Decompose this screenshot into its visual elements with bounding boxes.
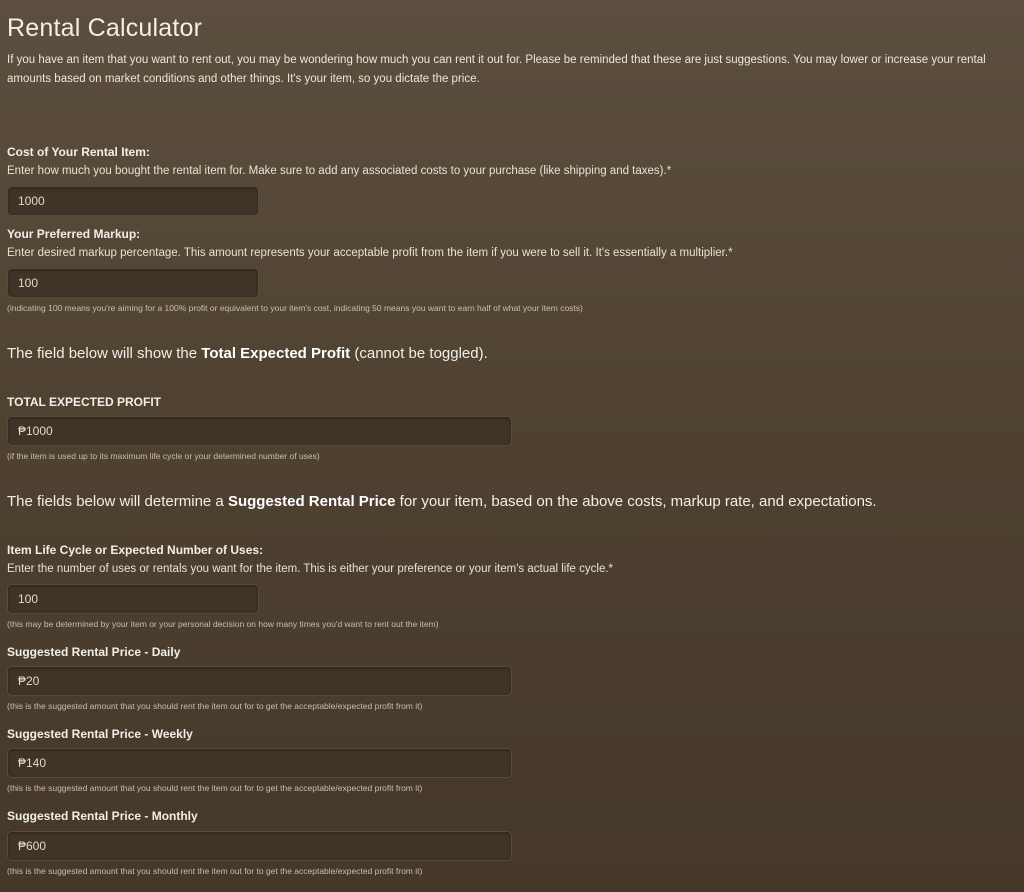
daily-price-note: (this is the suggested amount that you should rent the item out for to get the acceptable/expected profit from it) xyxy=(7,701,423,711)
profit-section-heading xyxy=(7,345,488,362)
profit-section-bold: Total Expected Profit xyxy=(201,345,351,362)
monthly-price-field: ₱600 xyxy=(7,831,512,861)
intro-text: If you have an item that you want to rent out, you may be wondering how much you can rent it out for. Please be reminded that these are just suggestions. You may lower or increase your rental amounts based on market conditions and other things. It's your item, so you dictate the price. xyxy=(7,54,986,85)
weekly-price-label: Suggested Rental Price - Weekly xyxy=(7,727,193,741)
cost-input[interactable] xyxy=(7,186,259,216)
rental-section-post: for your item, based on the above costs, markup rate, and expectations. xyxy=(395,493,877,510)
life-cycle-input[interactable] xyxy=(7,584,259,614)
life-cycle-label: Item Life Cycle or Expected Number of Uses: xyxy=(7,543,264,557)
profit-section-post: (cannot be toggled). xyxy=(350,345,488,362)
markup-label: Your Preferred Markup: xyxy=(7,227,141,241)
total-profit-field: ₱1000 xyxy=(7,416,512,446)
weekly-price-field: ₱140 xyxy=(7,748,512,778)
page-title: Rental Calculator xyxy=(7,14,203,42)
life-cycle-note: (this may be determined by your item or your personal decision on how many times you'd want to rent out the item) xyxy=(7,619,439,629)
markup-input[interactable] xyxy=(7,268,259,298)
total-profit-note: (if the item is used up to its maximum life cycle or your determined number of uses) xyxy=(7,451,320,461)
daily-price-label: Suggested Rental Price - Daily xyxy=(7,645,181,659)
rental-section-heading xyxy=(7,493,877,510)
daily-price-field: ₱20 xyxy=(7,666,512,696)
life-cycle-description: Enter the number of uses or rentals you want for the item. This is either your preference or your item's actual life cycle.* xyxy=(7,563,614,575)
total-profit-label: TOTAL EXPECTED PROFIT xyxy=(7,395,162,409)
markup-note: (indicating 100 means you're aiming for a 100% profit or equivalent to your item's cost, indicating 50 means you want to earn half of what your item costs) xyxy=(7,303,583,313)
monthly-price-label: Suggested Rental Price - Monthly xyxy=(7,809,198,823)
cost-description: Enter how much you bought the rental item for. Make sure to add any associated costs to your purchase (like shipping and taxes).* xyxy=(7,165,672,177)
weekly-price-note: (this is the suggested amount that you should rent the item out for to get the acceptable/expected profit from it) xyxy=(7,783,423,793)
rental-section-pre: The fields below will determine a xyxy=(7,493,228,510)
markup-description: Enter desired markup percentage. This amount represents your acceptable profit from the item if you were to sell it. It's essentially a multiplier.* xyxy=(7,247,733,259)
monthly-price-note: (this is the suggested amount that you should rent the item out for to get the acceptable/expected profit from it) xyxy=(7,866,423,876)
rental-section-bold: Suggested Rental Price xyxy=(227,493,396,510)
profit-section-pre: The field below will show the xyxy=(7,345,202,362)
cost-label: Cost of Your Rental Item: xyxy=(7,145,150,159)
